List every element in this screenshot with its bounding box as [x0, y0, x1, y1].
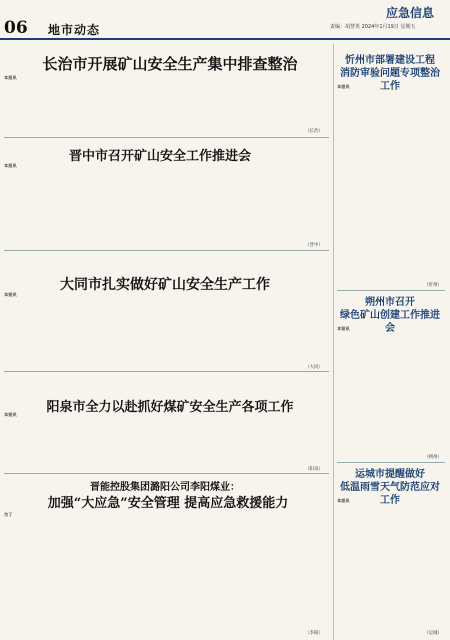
divider — [337, 290, 445, 291]
right-article-2-title-line-2: 绿色矿山创建工作推进会 — [340, 310, 440, 334]
article-4-headline: 阳泉市全力以赴抓好煤矿安全生产各项工作 — [46, 400, 294, 415]
right-article-1-source: （忻州） — [424, 283, 442, 288]
article-5-source: （李阳） — [305, 631, 323, 636]
article-1-source: （长治） — [305, 129, 323, 134]
article-3-body — [4, 292, 329, 368]
masthead — [0, 0, 450, 44]
right-article-2-lead: 本报讯 — [337, 326, 350, 331]
divider — [4, 473, 329, 474]
divider — [337, 462, 445, 463]
article-4-body — [4, 412, 329, 470]
column-divider — [333, 44, 334, 640]
right-article-3-source: （运城） — [424, 631, 442, 636]
divider — [4, 250, 329, 251]
article-5-body — [4, 512, 329, 636]
article-5-kicker: 晋能控股集团潞阳公司李阳煤业： — [90, 482, 240, 493]
right-article-1-body — [337, 84, 445, 280]
article-2-headline: 晋中市召开矿山安全工作推进会 — [68, 149, 251, 164]
right-article-3-body — [337, 498, 445, 630]
header-rule — [0, 38, 450, 40]
article-4-source: （阳泉） — [305, 467, 323, 472]
article-2-source: （晋中） — [305, 243, 323, 248]
right-article-3-title-line-1: 运城市提醒做好 — [355, 469, 425, 480]
right-article-2-title-line-1: 朔州市召开 — [365, 297, 415, 308]
right-article-3-title-line-2: 低温雨雪天气防范应对工作 — [340, 482, 440, 506]
issue-line: 责编：胡慧英 2024年1月19日 星期五 — [330, 24, 416, 30]
right-article-2-body — [337, 326, 445, 452]
divider — [4, 371, 329, 372]
article-2-body — [4, 163, 329, 245]
section-title: 地市动态 — [48, 23, 101, 37]
newspaper-logo: 应急信息 — [386, 6, 435, 20]
article-4-lead: 本报讯 — [4, 412, 17, 417]
article-5-lead: 为了 — [4, 512, 13, 517]
article-1-body — [4, 75, 329, 133]
right-article-2-source: （朔州） — [424, 455, 442, 460]
article-1-headline: 长治市开展矿山安全生产集中排查整治 — [42, 55, 298, 73]
page-number: 06 — [4, 18, 28, 38]
article-3-headline: 大同市扎实做好矿山安全生产工作 — [60, 277, 270, 293]
article-2-lead: 本报讯 — [4, 163, 17, 168]
right-article-3-lead: 本报讯 — [337, 498, 350, 503]
article-5-headline: 加强“大应急”安全管理 提高应急救援能力 — [47, 496, 289, 511]
article-3-lead: 本报讯 — [4, 292, 17, 297]
article-1-lead: 本报讯 — [4, 75, 17, 80]
right-article-1-title-line-1: 忻州市部署建设工程 — [345, 55, 435, 66]
article-3-source: （大同） — [305, 365, 323, 370]
right-article-1-title-line-2: 消防审验问题专项整治工作 — [340, 68, 440, 92]
right-article-1-lead: 本报讯 — [337, 84, 350, 89]
divider — [4, 137, 329, 138]
